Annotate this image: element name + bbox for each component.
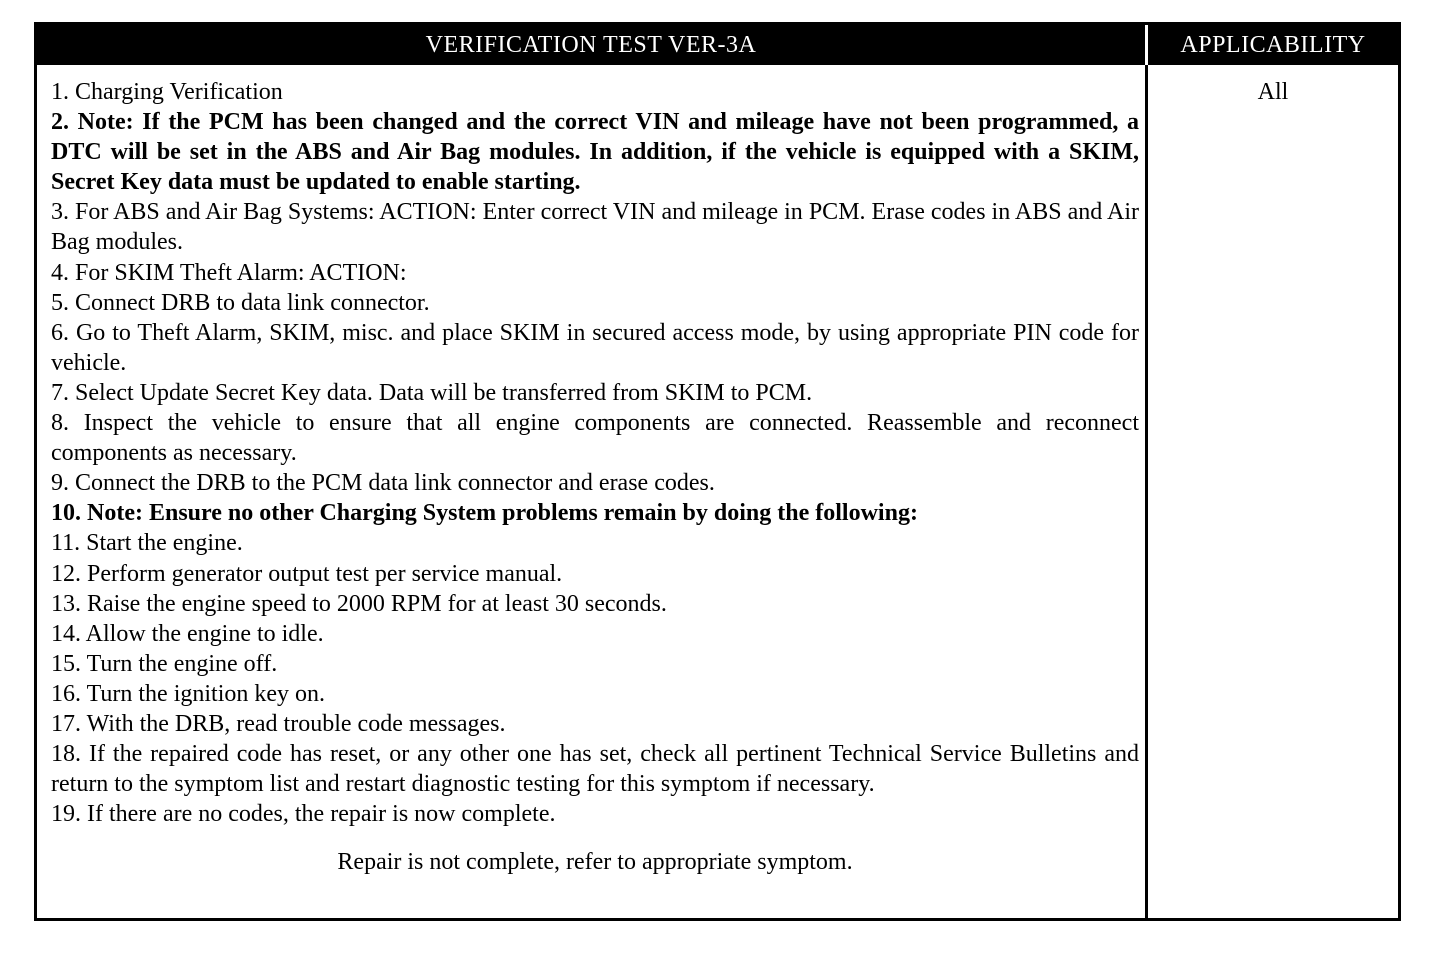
procedure-step: 15. Turn the engine off. xyxy=(51,650,278,677)
procedure-step: 10. Note: Ensure no other Charging System problems remain by doing the following: xyxy=(51,500,918,527)
procedure-step: 18. If the repaired code has reset, or any other one has set, check all pertinent Technical Service Bulletins and return to the symptom list and restart diagnostic testing for this symptom if necessary. xyxy=(51,741,1139,798)
procedure-step: 8. Inspect the vehicle to ensure that all engine components are connected. Reassemble and reconnect components as necessary. xyxy=(51,410,1139,467)
procedure-step: 6. Go to Theft Alarm, SKIM, misc. and place SKIM in secured access mode, by using appropriate PIN code for vehicle. xyxy=(51,319,1139,376)
procedure-step: 17. With the DRB, read trouble code messages. xyxy=(51,710,506,737)
procedure-step: 16. Turn the ignition key on. xyxy=(51,680,326,707)
procedure-step: 12. Perform generator output test per service manual. xyxy=(51,560,563,587)
applicability-value: All xyxy=(1257,79,1289,105)
procedure-step: 1. Charging Verification xyxy=(51,79,283,105)
procedure-step: 3. For ABS and Air Bag Systems: ACTION: Enter correct VIN and mileage in PCM. Erase codes in ABS and Air Bag modules. xyxy=(51,199,1139,256)
verification-test-table xyxy=(34,22,1401,921)
procedure-step: 4. For SKIM Theft Alarm: ACTION: xyxy=(51,259,407,286)
footer-note: Repair is not complete, refer to appropriate symptom. xyxy=(337,849,853,876)
procedure-cell xyxy=(37,65,1148,918)
applicability-header: APPLICABILITY xyxy=(1148,25,1398,65)
procedure-step: 7. Select Update Secret Key data. Data will be transferred from SKIM to PCM. xyxy=(51,379,813,406)
procedure-step: 14. Allow the engine to idle. xyxy=(51,620,324,647)
procedure-step: 9. Connect the DRB to the PCM data link connector and erase codes. xyxy=(51,470,715,497)
steps-list xyxy=(51,77,1139,829)
procedure-step: 5. Connect DRB to data link connector. xyxy=(51,289,430,316)
procedure-step: 11. Start the engine. xyxy=(51,530,243,557)
test-title-header: VERIFICATION TEST VER-3A xyxy=(37,25,1148,65)
procedure-step: 19. If there are no codes, the repair is now complete. xyxy=(51,801,556,828)
procedure-step: 2. Note: If the PCM has been changed and the correct VIN and mileage have not been programmed, a DTC will be set in the ABS and Air Bag modules. In addition, if the vehicle is equipped with a SKIM, Secret Key data must be updated to enable starting. xyxy=(51,109,1139,196)
procedure-step: 13. Raise the engine speed to 2000 RPM for at least 30 seconds. xyxy=(51,590,667,617)
applicability-cell xyxy=(1148,65,1398,918)
